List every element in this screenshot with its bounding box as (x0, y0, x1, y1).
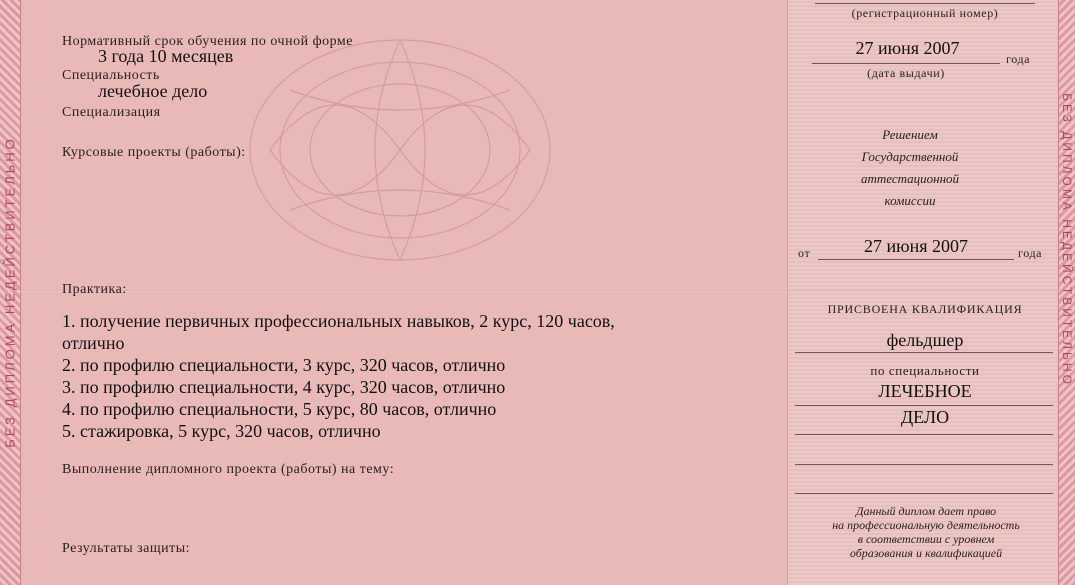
practice-item: 5. стажировка, 5 курс, 320 часов, отлично (62, 421, 381, 441)
reg-number-caption: (регистрационный номер) (851, 6, 999, 20)
decision-line: Решением (882, 127, 938, 142)
specialty-value: лечебное дело (98, 81, 208, 101)
decision-date-suffix: года (1018, 246, 1043, 260)
rights-note (795, 504, 1057, 560)
right-panel-background (788, 0, 1059, 585)
study-period-value: 3 года 10 месяцев (98, 46, 234, 66)
decision-line: комиссии (884, 193, 936, 208)
practice-label: Практика: (62, 282, 127, 297)
specialty-line-2: ДЕЛО (900, 407, 950, 427)
left-border-text: БЕЗ ДИПЛОМА НЕДЕЙСТВИТЕЛЬНО (2, 136, 18, 448)
specialty-label: Специальность (62, 68, 160, 83)
left-security-border (0, 0, 21, 585)
decision-line: аттестационной (860, 171, 960, 186)
rights-note-line: в соответствии с уровнем (857, 532, 995, 546)
right-security-border (1058, 0, 1075, 585)
blank-line (795, 493, 1053, 494)
decision-date-line (818, 259, 1014, 260)
rights-note-line: образования и квалификацией (849, 546, 1003, 560)
specialty-underline-2 (795, 434, 1053, 435)
watermark-ornament-icon (230, 20, 570, 280)
qualification-line (795, 352, 1053, 353)
panel-divider (787, 0, 788, 585)
specialty-underline-1 (795, 405, 1053, 406)
practice-item: 4. по профилю специальности, 5 курс, 80 часов, отлично (62, 399, 497, 419)
commission-decision (835, 124, 985, 212)
decision-from-label: от (798, 246, 811, 260)
rights-note-line: на профессиональную деятельность (832, 518, 1020, 532)
qualification-value: фельдшер (886, 330, 964, 350)
defense-results-label: Результаты защиты: (62, 541, 191, 556)
specialty-line-1: ЛЕЧЕБНОЕ (878, 381, 972, 401)
decision-date-value: 27 июня 2007 (864, 236, 968, 256)
right-border-text: БЕЗ ДИПЛОМА НЕДЕЙСТВИТЕЛЬНО (1060, 93, 1074, 387)
decision-line: Государственной (861, 149, 959, 164)
fold-line (20, 290, 1059, 292)
practice-item: 2. по профилю специальности, 3 курс, 320 часов, отлично (62, 355, 506, 375)
issue-date-line (812, 63, 1000, 64)
rights-note-line: Данный диплом дает право (855, 504, 997, 518)
issue-date-suffix: года (1006, 52, 1031, 66)
practice-list (62, 310, 615, 442)
issue-date-caption: (дата выдачи) (867, 66, 945, 80)
by-specialty-caption: по специальности (870, 363, 980, 378)
blank-line (795, 464, 1053, 465)
practice-item: 1. получение первичных профессиональных навыков, 2 курс, 120 часов, (62, 311, 615, 331)
issue-date-value: 27 июня 2007 (855, 38, 960, 58)
qualification-caption: ПРИСВОЕНА КВАЛИФИКАЦИЯ (827, 302, 1023, 316)
practice-item: 3. по профилю специальности, 4 курс, 320 часов, отлично (62, 377, 506, 397)
study-period-label: Нормативный срок обучения по очной форме (62, 34, 353, 49)
practice-item: отлично (62, 333, 125, 353)
course-projects-label: Курсовые проекты (работы): (62, 145, 246, 160)
reg-number-line (815, 3, 1035, 4)
specialization-label: Специализация (62, 105, 161, 120)
thesis-label: Выполнение дипломного проекта (работы) на тему: (62, 462, 395, 477)
